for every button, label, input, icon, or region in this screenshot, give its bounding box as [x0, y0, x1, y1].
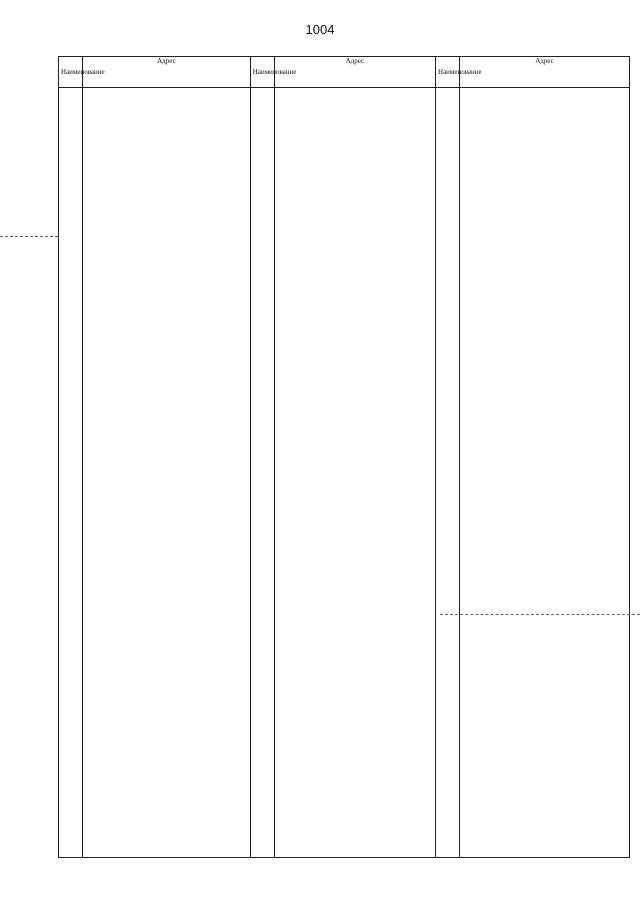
scan-artifact-line [0, 236, 58, 237]
header-address-b: Адрес [274, 57, 435, 88]
header-type-c: Наименование [436, 57, 460, 88]
table-header-row [59, 57, 630, 88]
empty-cell [274, 88, 435, 858]
page-number: 1004 [305, 22, 335, 37]
header-type-b: Наименование [250, 57, 274, 88]
empty-cell [82, 88, 250, 858]
empty-cell [436, 88, 460, 858]
empty-cell [459, 88, 629, 858]
header-type-a: Наименование [59, 57, 83, 88]
empty-body-row [59, 88, 630, 858]
empty-cell [250, 88, 274, 858]
header-address-a: Адрес [82, 57, 250, 88]
header-address-c: Адрес [459, 57, 629, 88]
address-register-table [58, 56, 630, 858]
scan-artifact-line [440, 614, 640, 615]
register-body [59, 88, 630, 858]
empty-cell [59, 88, 83, 858]
